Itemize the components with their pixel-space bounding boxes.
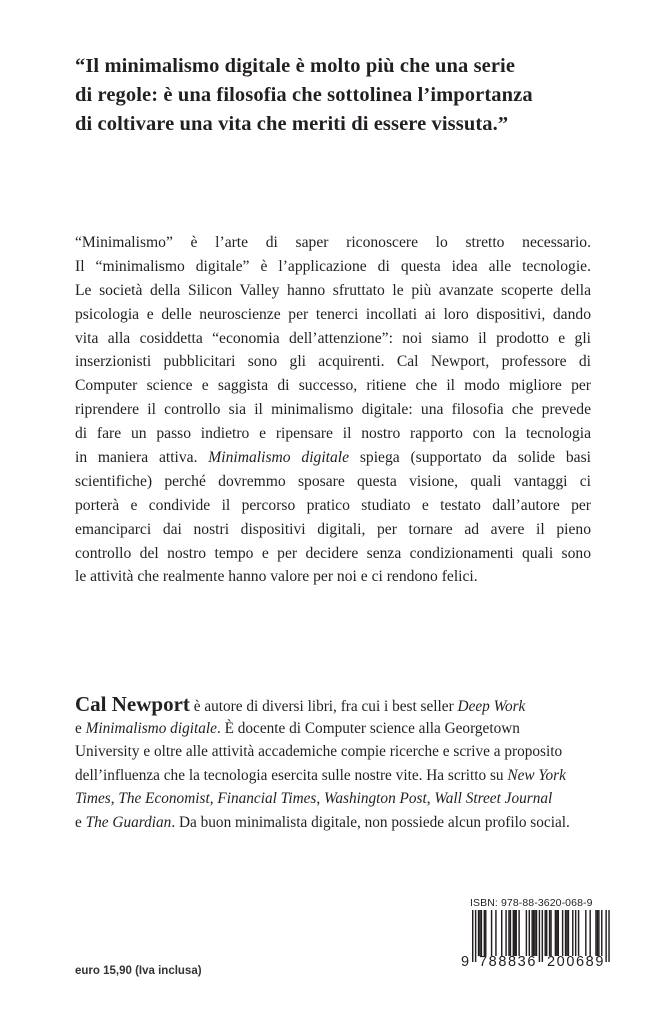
text-run: dell’influenza che la tecnologia esercita sulle nostre vite. Ha scritto su <box>75 766 508 784</box>
back-cover-quote <box>75 52 635 139</box>
text-run: . È docente di Computer science alla Georgetown <box>216 719 520 737</box>
barcode-bar <box>475 910 476 962</box>
barcode-bar <box>575 910 576 956</box>
book-title-italic: Minimalismo digitale <box>208 449 350 467</box>
text-run: e <box>75 719 86 737</box>
book-description <box>75 231 591 589</box>
book-title-italic: Minimalismo digitale <box>85 719 217 737</box>
barcode <box>461 897 617 977</box>
barcode-bar <box>558 910 559 956</box>
description-line: le attività che realmente hanno valore per noi e ci rendono felici. <box>75 568 478 586</box>
text-run: , <box>110 790 119 808</box>
bio-line <box>75 764 615 788</box>
barcode-bar <box>542 910 543 962</box>
bio-line <box>75 811 615 835</box>
barcode-bar <box>572 910 573 956</box>
description-line: “Minimalismo” è l’arte di saper riconoscere lo stretto necessario. <box>75 234 591 251</box>
barcode-bar <box>508 910 509 956</box>
barcode-bar <box>529 910 530 956</box>
barcode-bar <box>484 910 485 956</box>
barcode-digits-left: 788836 <box>479 954 537 970</box>
barcode-bar <box>539 910 540 962</box>
publication-italic: The Guardian <box>85 813 172 831</box>
text-run: . Da buon minimalista digitale, non possiede alcun profilo social. <box>171 813 570 831</box>
barcode-bar <box>589 910 590 956</box>
barcode-bar <box>597 910 598 956</box>
barcode-bar <box>601 910 602 956</box>
barcode-bar <box>495 910 496 956</box>
bio-line <box>75 693 615 717</box>
barcode-bar <box>546 910 547 956</box>
author-bio <box>75 693 615 835</box>
barcode-bar <box>518 910 519 956</box>
text-run: spiega (supportato da solide basi <box>349 449 592 467</box>
barcode-bar <box>531 910 532 956</box>
barcode-bar <box>595 910 596 956</box>
description-line: psicologia e delle neuroscienze per tenerci incollati ai loro dispositivi, dando <box>75 305 591 323</box>
description-line <box>75 446 591 470</box>
barcode-digits-right: 200689 <box>547 954 605 970</box>
barcode-bar <box>481 910 482 956</box>
bio-line <box>75 787 615 811</box>
barcode-bar <box>555 910 556 956</box>
barcode-bar <box>562 910 563 956</box>
barcode-bar <box>514 910 515 956</box>
price-label: euro 15,90 (Iva inclusa) <box>75 965 202 977</box>
description-line: riprendere il controllo sia il minimalismo digitale: una filosofia che prevede <box>75 401 591 419</box>
text-run: in maniera attiva. <box>75 449 209 467</box>
description-line: vita alla cosiddetta “economia dell’attenzione”: noi siamo il prodotto e gli <box>75 329 591 347</box>
barcode-bar <box>534 910 535 956</box>
barcode-bar <box>491 910 492 956</box>
barcode-bar <box>501 910 502 956</box>
barcode-bar <box>536 910 537 956</box>
text-run: e <box>75 813 86 831</box>
quote-line: di regole: è una filosofia che sottolinea l’importanza <box>75 84 533 106</box>
barcode-bar <box>578 910 579 956</box>
description-line: inserzionisti pubblicitari sono gli acquirenti. Cal Newport, professore di <box>75 353 591 371</box>
publication-italic: New York <box>507 766 566 784</box>
text-run: , <box>209 790 218 808</box>
barcode-bar <box>585 910 586 956</box>
barcode-bar <box>550 910 551 956</box>
text-run: , <box>316 790 325 808</box>
barcode-bar <box>566 910 567 956</box>
barcode-bar <box>605 910 606 962</box>
barcode-bar <box>478 910 479 956</box>
description-line: Le società della Silicon Valley hanno sfruttato le più avanzate scoperte della <box>75 281 591 299</box>
barcode-bar <box>472 910 473 962</box>
book-title-italic: Deep Work <box>457 698 526 715</box>
text-run: , <box>426 790 435 808</box>
description-line: scientifiche) perché dovremmo sposare questa visione, quali vantaggi ci <box>75 472 591 490</box>
publication-italic: Washington Post <box>324 790 427 808</box>
description-line: porterà e condivide il percorso pratico studiato e testato dall’autore per <box>75 496 591 514</box>
barcode-bar <box>568 910 569 956</box>
barcode-bar <box>510 910 511 956</box>
quote-line: di coltivare una vita che meriti di essere vissuta.” <box>75 113 509 135</box>
barcode-bar <box>556 910 557 956</box>
barcode-bar <box>533 910 534 956</box>
bio-line: University e oltre alle attività accademiche compie ricerche e scrive a proposito <box>75 743 563 761</box>
publication-italic: Times <box>75 790 111 808</box>
barcode-digit-first: 9 <box>461 954 470 970</box>
publication-italic: The Economist <box>118 790 210 808</box>
barcode-bar <box>549 910 550 956</box>
barcode-bar <box>516 910 517 956</box>
text-run: è autore di diversi libri, fra cui i best seller <box>189 698 458 715</box>
isbn-label: ISBN: 978-88-3620-068-9 <box>470 897 593 909</box>
publication-italic: Wall Street Journal <box>434 790 553 808</box>
barcode-bar <box>526 910 527 956</box>
bio-line <box>75 717 615 741</box>
barcode-bar <box>565 910 566 956</box>
barcode-bar <box>598 910 599 956</box>
description-line: Computer science e saggista di successo, ritiene che il modo migliore per <box>75 377 591 395</box>
barcode-bar <box>479 910 480 956</box>
barcode-bar <box>505 910 506 956</box>
description-line: emanciparci dai nostri dispositivi digitali, per tornare ad avere il pieno <box>75 520 591 538</box>
description-line: Il “minimalismo digitale” è l’applicazione di questa idea alle tecnologie. <box>75 257 591 275</box>
description-line: di fare un passo indietro e ripensare il nostro rapporto con la tecnologia <box>75 425 591 443</box>
barcode-bar <box>545 910 546 956</box>
barcode-bar <box>485 910 486 956</box>
publication-italic: Financial Times <box>217 790 317 808</box>
barcode-bar <box>608 910 609 962</box>
barcode-bar <box>513 910 514 956</box>
author-name: Cal Newport <box>75 692 190 716</box>
description-line: controllo del nostro tempo e per decidere senza condizionamenti quali sono <box>75 544 591 562</box>
quote-line: “Il minimalismo digitale è molto più che una serie <box>75 55 516 77</box>
